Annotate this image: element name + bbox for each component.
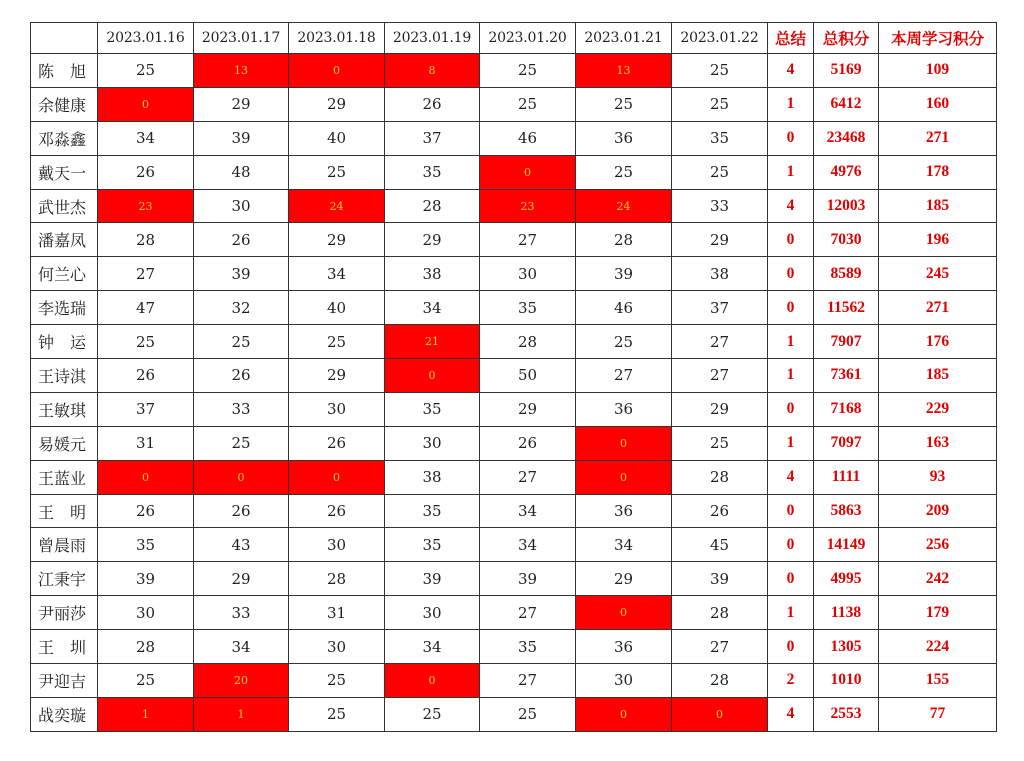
score-cell: 34 bbox=[480, 494, 576, 528]
score-cell: 25 bbox=[289, 325, 385, 359]
score-cell: 34 bbox=[480, 528, 576, 562]
score-cell: 46 bbox=[480, 121, 576, 155]
score-cell: 29 bbox=[289, 87, 385, 121]
table-row bbox=[31, 697, 997, 731]
score-cell: 28 bbox=[385, 189, 480, 223]
name-cell: 潘嘉凤 bbox=[31, 223, 98, 257]
table-row bbox=[31, 257, 997, 291]
score-cell: 25 bbox=[289, 155, 385, 189]
total-points-cell: 1305 bbox=[814, 630, 879, 664]
score-cell-highlighted: 0 bbox=[98, 460, 194, 494]
weekly-points-cell: 245 bbox=[879, 257, 997, 291]
score-cell: 30 bbox=[289, 630, 385, 664]
score-cell: 39 bbox=[98, 562, 194, 596]
summary-cell: 0 bbox=[768, 392, 814, 426]
score-cell: 25 bbox=[98, 325, 194, 359]
score-cell-highlighted: 0 bbox=[672, 697, 768, 731]
score-cell: 39 bbox=[480, 562, 576, 596]
summary-cell: 0 bbox=[768, 562, 814, 596]
name-cell: 邓淼鑫 bbox=[31, 121, 98, 155]
score-cell: 25 bbox=[194, 325, 289, 359]
total-points-cell: 12003 bbox=[814, 189, 879, 223]
score-cell: 26 bbox=[194, 223, 289, 257]
score-cell: 29 bbox=[289, 359, 385, 393]
score-cell: 35 bbox=[385, 494, 480, 528]
score-cell: 25 bbox=[98, 54, 194, 88]
weekly-points-cell: 185 bbox=[879, 359, 997, 393]
score-cell-highlighted: 0 bbox=[576, 426, 672, 460]
total-points-cell: 7030 bbox=[814, 223, 879, 257]
total-points-cell: 5863 bbox=[814, 494, 879, 528]
score-cell: 26 bbox=[194, 494, 289, 528]
score-cell: 27 bbox=[480, 460, 576, 494]
score-cell: 39 bbox=[576, 257, 672, 291]
score-cell: 26 bbox=[98, 359, 194, 393]
table-row bbox=[31, 664, 997, 698]
total-points-cell: 1111 bbox=[814, 460, 879, 494]
score-cell: 33 bbox=[194, 392, 289, 426]
score-cell: 28 bbox=[576, 223, 672, 257]
score-cell: 28 bbox=[98, 223, 194, 257]
score-cell: 30 bbox=[98, 596, 194, 630]
name-cell: 战奕璇 bbox=[31, 697, 98, 731]
summary-cell: 2 bbox=[768, 664, 814, 698]
name-cell: 戴天一 bbox=[31, 155, 98, 189]
table-row bbox=[31, 630, 997, 664]
score-cell: 31 bbox=[98, 426, 194, 460]
score-cell-highlighted: 20 bbox=[194, 664, 289, 698]
score-cell-highlighted: 24 bbox=[289, 189, 385, 223]
score-cell: 43 bbox=[194, 528, 289, 562]
total-points-cell: 23468 bbox=[814, 121, 879, 155]
score-cell: 34 bbox=[194, 630, 289, 664]
score-cell: 25 bbox=[385, 697, 480, 731]
name-cell: 余健康 bbox=[31, 87, 98, 121]
score-cell: 45 bbox=[672, 528, 768, 562]
score-cell: 30 bbox=[194, 189, 289, 223]
weekly-points-cell: 256 bbox=[879, 528, 997, 562]
total-points-cell: 8589 bbox=[814, 257, 879, 291]
score-cell: 28 bbox=[672, 664, 768, 698]
summary-cell: 0 bbox=[768, 257, 814, 291]
score-cell-highlighted: 0 bbox=[194, 460, 289, 494]
table-row bbox=[31, 54, 997, 88]
score-cell: 27 bbox=[480, 596, 576, 630]
table-row bbox=[31, 460, 997, 494]
score-cell-highlighted: 23 bbox=[98, 189, 194, 223]
total-points-cell: 5169 bbox=[814, 54, 879, 88]
score-cell: 32 bbox=[194, 291, 289, 325]
score-cell: 26 bbox=[289, 494, 385, 528]
score-cell: 25 bbox=[576, 155, 672, 189]
summary-cell: 0 bbox=[768, 528, 814, 562]
total-points-cell: 2553 bbox=[814, 697, 879, 731]
score-cell: 25 bbox=[480, 54, 576, 88]
score-cell: 33 bbox=[194, 596, 289, 630]
score-cell: 29 bbox=[385, 223, 480, 257]
weekly-points-cell: 209 bbox=[879, 494, 997, 528]
score-cell: 26 bbox=[480, 426, 576, 460]
score-cell: 50 bbox=[480, 359, 576, 393]
score-cell: 36 bbox=[576, 121, 672, 155]
score-cell: 25 bbox=[672, 54, 768, 88]
table-row bbox=[31, 392, 997, 426]
score-cell: 37 bbox=[672, 291, 768, 325]
score-cell: 30 bbox=[385, 596, 480, 630]
weekly-points-cell: 160 bbox=[879, 87, 997, 121]
score-cell: 38 bbox=[385, 257, 480, 291]
score-cell-highlighted: 1 bbox=[98, 697, 194, 731]
summary-cell: 1 bbox=[768, 325, 814, 359]
score-cell: 30 bbox=[289, 392, 385, 426]
total-points-cell: 7361 bbox=[814, 359, 879, 393]
score-cell: 25 bbox=[672, 155, 768, 189]
name-cell: 尹丽莎 bbox=[31, 596, 98, 630]
score-cell: 29 bbox=[480, 392, 576, 426]
score-cell: 38 bbox=[672, 257, 768, 291]
score-cell: 26 bbox=[98, 155, 194, 189]
score-cell-highlighted: 0 bbox=[480, 155, 576, 189]
score-cell: 30 bbox=[289, 528, 385, 562]
total-points-cell: 6412 bbox=[814, 87, 879, 121]
score-cell: 27 bbox=[672, 630, 768, 664]
score-cell-highlighted: 8 bbox=[385, 54, 480, 88]
total-points-cell: 4976 bbox=[814, 155, 879, 189]
name-cell: 尹迎吉 bbox=[31, 664, 98, 698]
weekly-points-cell: 242 bbox=[879, 562, 997, 596]
weekly-points-cell: 109 bbox=[879, 54, 997, 88]
score-cell-highlighted: 1 bbox=[194, 697, 289, 731]
weekly-points-cell: 93 bbox=[879, 460, 997, 494]
score-cell: 26 bbox=[98, 494, 194, 528]
weekly-points-cell: 178 bbox=[879, 155, 997, 189]
corner-cell bbox=[31, 23, 98, 54]
total-points-cell: 7168 bbox=[814, 392, 879, 426]
score-cell: 34 bbox=[385, 630, 480, 664]
score-cell: 36 bbox=[576, 392, 672, 426]
score-cell: 47 bbox=[98, 291, 194, 325]
summary-header-cell: 总结 bbox=[768, 23, 814, 54]
table-row bbox=[31, 359, 997, 393]
name-cell: 王诗淇 bbox=[31, 359, 98, 393]
score-cell: 30 bbox=[385, 426, 480, 460]
table-row bbox=[31, 87, 997, 121]
summary-cell: 1 bbox=[768, 87, 814, 121]
name-cell: 江秉宇 bbox=[31, 562, 98, 596]
weekly-points-cell: 179 bbox=[879, 596, 997, 630]
score-cell-highlighted: 0 bbox=[576, 697, 672, 731]
score-cell: 35 bbox=[98, 528, 194, 562]
score-cell: 29 bbox=[672, 223, 768, 257]
weekly-points-header-cell: 本周学习积分 bbox=[879, 23, 997, 54]
date-header-cell: 2023.01.18 bbox=[289, 23, 385, 54]
score-cell: 34 bbox=[576, 528, 672, 562]
summary-cell: 0 bbox=[768, 223, 814, 257]
date-header-cell: 2023.01.22 bbox=[672, 23, 768, 54]
score-cell: 25 bbox=[672, 426, 768, 460]
score-cell: 28 bbox=[98, 630, 194, 664]
score-cell: 35 bbox=[385, 528, 480, 562]
table-row bbox=[31, 528, 997, 562]
total-points-cell: 1138 bbox=[814, 596, 879, 630]
summary-cell: 1 bbox=[768, 155, 814, 189]
weekly-points-cell: 176 bbox=[879, 325, 997, 359]
name-cell: 何兰心 bbox=[31, 257, 98, 291]
score-cell: 35 bbox=[385, 392, 480, 426]
score-cell: 25 bbox=[480, 697, 576, 731]
summary-cell: 0 bbox=[768, 630, 814, 664]
score-cell: 25 bbox=[672, 87, 768, 121]
name-cell: 王蓝业 bbox=[31, 460, 98, 494]
score-cell-highlighted: 0 bbox=[576, 596, 672, 630]
score-cell: 25 bbox=[194, 426, 289, 460]
score-cell: 39 bbox=[194, 257, 289, 291]
score-cell: 34 bbox=[289, 257, 385, 291]
header-row bbox=[31, 23, 997, 54]
table-row bbox=[31, 121, 997, 155]
score-cell-highlighted: 0 bbox=[385, 664, 480, 698]
score-cell: 25 bbox=[289, 664, 385, 698]
table-row bbox=[31, 426, 997, 460]
table-row bbox=[31, 291, 997, 325]
score-cell: 38 bbox=[385, 460, 480, 494]
name-cell: 钟 运 bbox=[31, 325, 98, 359]
total-points-cell: 11562 bbox=[814, 291, 879, 325]
weekly-points-cell: 185 bbox=[879, 189, 997, 223]
summary-cell: 1 bbox=[768, 426, 814, 460]
score-cell: 36 bbox=[576, 630, 672, 664]
name-cell: 王敏琪 bbox=[31, 392, 98, 426]
score-cell: 40 bbox=[289, 121, 385, 155]
name-cell: 陈 旭 bbox=[31, 54, 98, 88]
score-cell: 27 bbox=[480, 223, 576, 257]
name-cell: 易媛元 bbox=[31, 426, 98, 460]
score-cell: 37 bbox=[98, 392, 194, 426]
summary-cell: 1 bbox=[768, 596, 814, 630]
score-cell: 37 bbox=[385, 121, 480, 155]
weekly-score-table bbox=[30, 22, 997, 732]
score-cell: 39 bbox=[194, 121, 289, 155]
name-cell: 王 明 bbox=[31, 494, 98, 528]
weekly-points-cell: 77 bbox=[879, 697, 997, 731]
table-row bbox=[31, 155, 997, 189]
date-header-cell: 2023.01.20 bbox=[480, 23, 576, 54]
score-cell: 26 bbox=[194, 359, 289, 393]
score-cell: 26 bbox=[672, 494, 768, 528]
score-cell: 28 bbox=[289, 562, 385, 596]
weekly-points-cell: 229 bbox=[879, 392, 997, 426]
score-cell: 29 bbox=[289, 223, 385, 257]
score-cell: 31 bbox=[289, 596, 385, 630]
name-cell: 王 圳 bbox=[31, 630, 98, 664]
date-header-cell: 2023.01.17 bbox=[194, 23, 289, 54]
score-cell: 30 bbox=[576, 664, 672, 698]
score-cell: 30 bbox=[480, 257, 576, 291]
name-cell: 曾晨雨 bbox=[31, 528, 98, 562]
score-cell: 40 bbox=[289, 291, 385, 325]
total-points-cell: 14149 bbox=[814, 528, 879, 562]
score-cell: 29 bbox=[194, 87, 289, 121]
score-cell: 25 bbox=[480, 87, 576, 121]
score-cell: 27 bbox=[480, 664, 576, 698]
score-cell: 33 bbox=[672, 189, 768, 223]
summary-cell: 4 bbox=[768, 54, 814, 88]
total-points-cell: 7907 bbox=[814, 325, 879, 359]
table-row bbox=[31, 325, 997, 359]
weekly-points-cell: 271 bbox=[879, 121, 997, 155]
table-row bbox=[31, 562, 997, 596]
score-cell: 39 bbox=[385, 562, 480, 596]
total-points-cell: 1010 bbox=[814, 664, 879, 698]
name-cell: 李选瑞 bbox=[31, 291, 98, 325]
score-cell: 36 bbox=[576, 494, 672, 528]
score-cell-highlighted: 24 bbox=[576, 189, 672, 223]
table-body bbox=[31, 23, 997, 732]
score-cell: 29 bbox=[672, 392, 768, 426]
score-cell: 28 bbox=[672, 460, 768, 494]
score-cell: 35 bbox=[672, 121, 768, 155]
score-cell: 46 bbox=[576, 291, 672, 325]
score-cell-highlighted: 0 bbox=[576, 460, 672, 494]
score-cell: 28 bbox=[480, 325, 576, 359]
score-cell-highlighted: 13 bbox=[576, 54, 672, 88]
score-cell-highlighted: 0 bbox=[98, 87, 194, 121]
date-header-cell: 2023.01.19 bbox=[385, 23, 480, 54]
score-cell: 29 bbox=[576, 562, 672, 596]
weekly-points-cell: 196 bbox=[879, 223, 997, 257]
score-cell: 25 bbox=[98, 664, 194, 698]
score-cell: 29 bbox=[194, 562, 289, 596]
score-cell: 27 bbox=[672, 325, 768, 359]
table-row bbox=[31, 223, 997, 257]
score-cell-highlighted: 23 bbox=[480, 189, 576, 223]
score-cell: 27 bbox=[672, 359, 768, 393]
summary-cell: 4 bbox=[768, 189, 814, 223]
score-cell-highlighted: 0 bbox=[289, 460, 385, 494]
weekly-points-cell: 271 bbox=[879, 291, 997, 325]
name-cell: 武世杰 bbox=[31, 189, 98, 223]
score-cell: 28 bbox=[672, 596, 768, 630]
score-cell: 25 bbox=[576, 87, 672, 121]
date-header-cell: 2023.01.21 bbox=[576, 23, 672, 54]
score-cell: 34 bbox=[98, 121, 194, 155]
score-cell: 35 bbox=[480, 630, 576, 664]
score-cell: 26 bbox=[289, 426, 385, 460]
summary-cell: 4 bbox=[768, 460, 814, 494]
table-row bbox=[31, 189, 997, 223]
score-cell: 26 bbox=[385, 87, 480, 121]
score-cell: 35 bbox=[385, 155, 480, 189]
total-points-cell: 4995 bbox=[814, 562, 879, 596]
score-cell: 27 bbox=[576, 359, 672, 393]
table-row bbox=[31, 494, 997, 528]
weekly-points-cell: 224 bbox=[879, 630, 997, 664]
table-row bbox=[31, 596, 997, 630]
weekly-points-cell: 163 bbox=[879, 426, 997, 460]
summary-cell: 0 bbox=[768, 121, 814, 155]
date-header-cell: 2023.01.16 bbox=[98, 23, 194, 54]
score-cell: 25 bbox=[576, 325, 672, 359]
summary-cell: 4 bbox=[768, 697, 814, 731]
score-cell-highlighted: 0 bbox=[289, 54, 385, 88]
score-cell: 34 bbox=[385, 291, 480, 325]
summary-cell: 0 bbox=[768, 291, 814, 325]
score-cell: 35 bbox=[480, 291, 576, 325]
weekly-points-cell: 155 bbox=[879, 664, 997, 698]
summary-cell: 0 bbox=[768, 494, 814, 528]
score-cell: 48 bbox=[194, 155, 289, 189]
summary-cell: 1 bbox=[768, 359, 814, 393]
score-cell-highlighted: 0 bbox=[385, 359, 480, 393]
score-cell: 27 bbox=[98, 257, 194, 291]
score-cell: 25 bbox=[289, 697, 385, 731]
score-cell-highlighted: 13 bbox=[194, 54, 289, 88]
total-points-header-cell: 总积分 bbox=[814, 23, 879, 54]
score-cell: 39 bbox=[672, 562, 768, 596]
total-points-cell: 7097 bbox=[814, 426, 879, 460]
score-cell-highlighted: 21 bbox=[385, 325, 480, 359]
